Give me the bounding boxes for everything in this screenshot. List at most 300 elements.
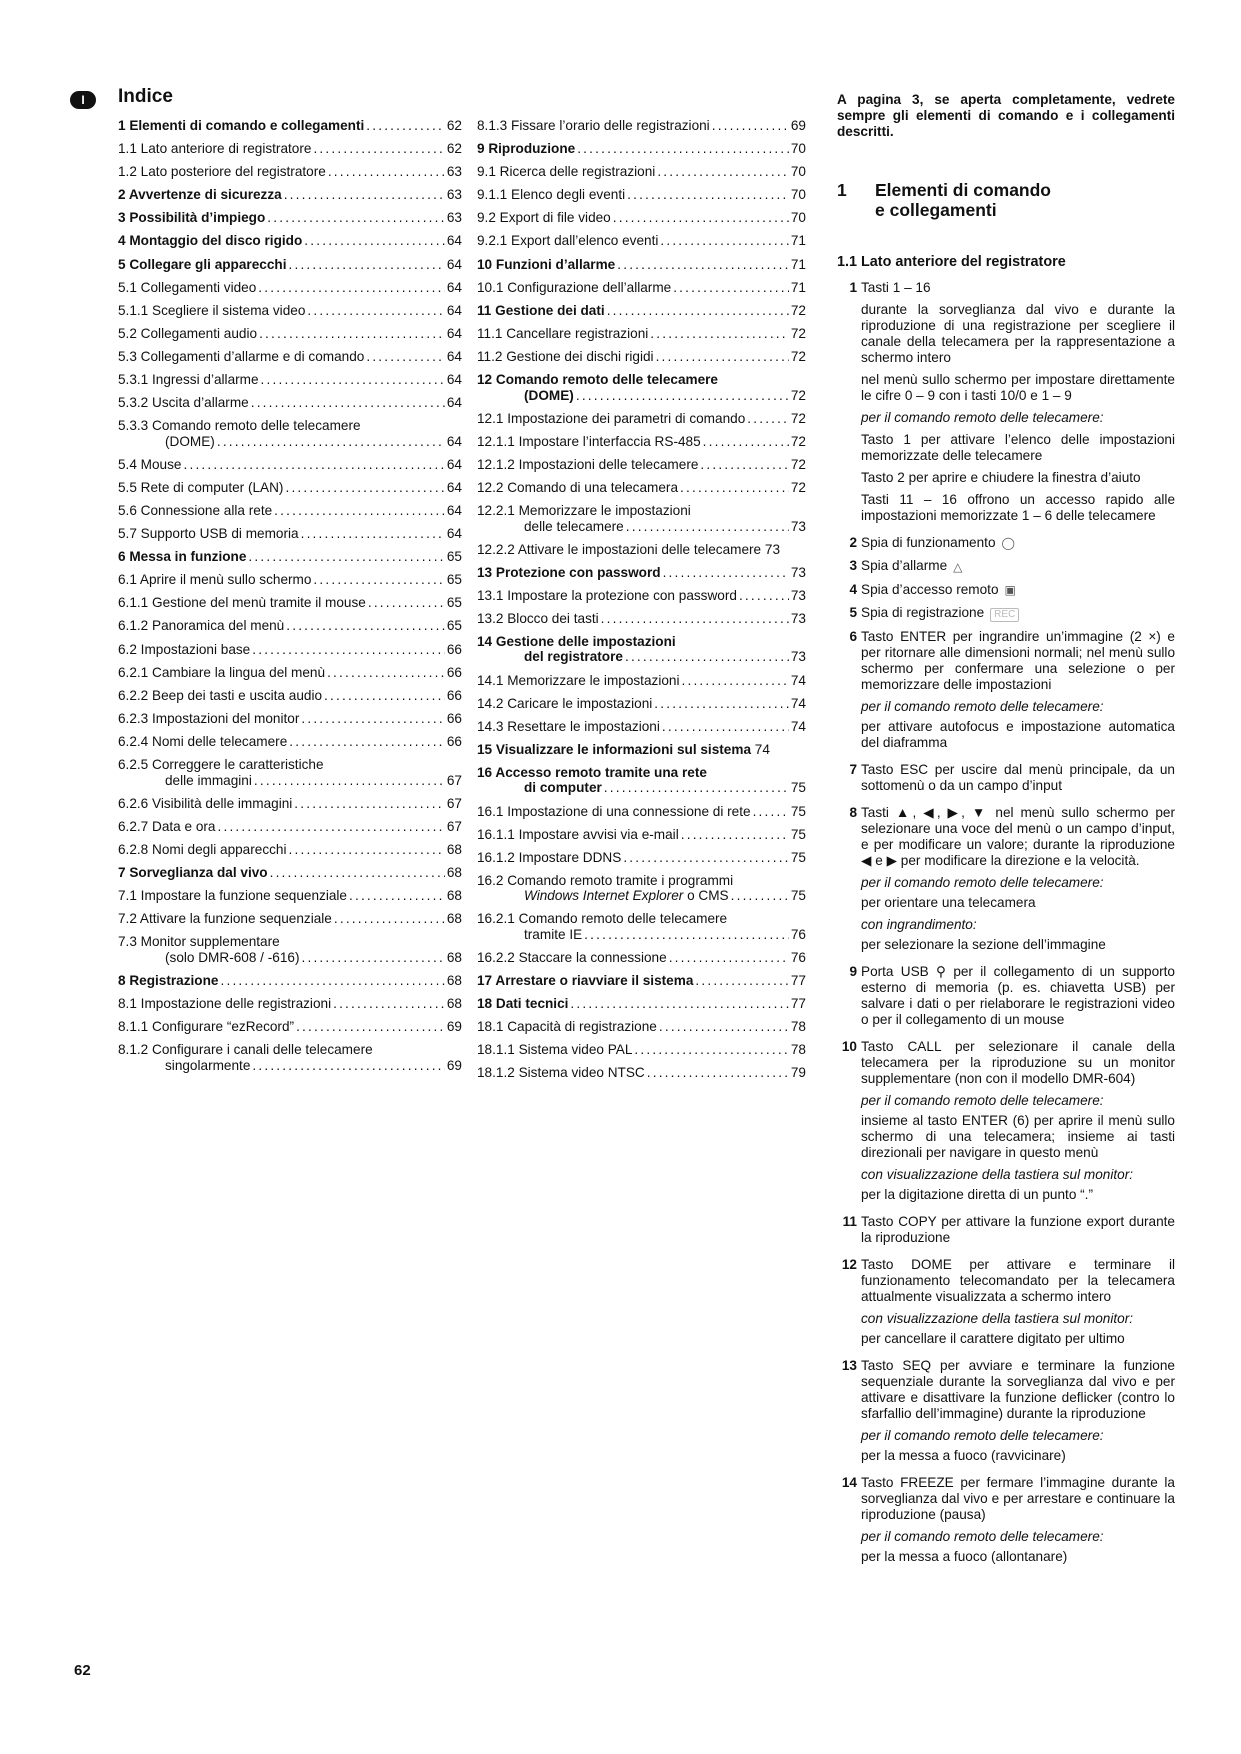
toc-entry-title: 6.2.2 Beep dei tasti e uscita audio (118, 687, 323, 703)
toc-entry-title: 6.2.4 Nomi delle telecamere (118, 733, 288, 749)
toc-entry[interactable] (118, 372, 462, 388)
toc-entry[interactable] (477, 696, 806, 712)
toc-page-number: 68 (446, 911, 462, 927)
toc-entry-title: 7.2 Attivare la funzione sequenziale (118, 911, 332, 927)
item-10: 10 Tasto CALL per selezionare il canale della telecamera per la riproduzione su un monitor supplementare (non con il modello DMR-604) per il comando remoto delle telecamere: insieme al tasto ENTER (6) per aprire il menù sullo schermo di una telecamera; insieme ai tasti direzionali per navigare in questo menù con visualizzazione della tastiera sul monitor: per la digitazione diretta di un punto “.” (841, 1039, 1175, 1203)
toc-page-number: 73 (790, 518, 806, 534)
section-title: Elementi di comando e collegamenti (875, 180, 1051, 220)
toc-dot-leader (284, 187, 445, 203)
toc-entry[interactable] (118, 257, 462, 273)
toc-entry-title: 16.2.2 Staccare la connessione (477, 950, 667, 965)
toc-entry[interactable] (477, 742, 806, 758)
toc-entry-title: 11 Gestione dei dati (477, 302, 605, 318)
toc-entry-title: 8.1.1 Configurare “ezRecord” (118, 1018, 295, 1034)
toc-page-number: 69 (790, 118, 806, 133)
toc-entry-title: 8.1 Impostazione delle registrazioni (118, 995, 332, 1011)
toc-page-number: 67 (446, 772, 462, 788)
toc-dot-leader (660, 233, 789, 249)
toc-dot-leader (647, 1065, 789, 1081)
toc-entry[interactable] (477, 480, 806, 496)
toc-page-number: 69 (446, 1018, 462, 1034)
toc-entry[interactable] (118, 210, 462, 226)
toc-entry[interactable] (118, 503, 462, 519)
toc-entry[interactable] (477, 326, 806, 342)
toc-entry[interactable] (477, 257, 806, 273)
toc-dot-leader (301, 711, 445, 727)
toc-entry-title: 5.6 Connessione alla rete (118, 503, 273, 518)
section-heading (837, 180, 1175, 220)
toc-entry[interactable] (477, 141, 806, 157)
toc-page-number: 71 (790, 279, 806, 295)
toc-dot-leader (333, 996, 445, 1012)
toc-entry-title-end: singolarmente (165, 1057, 251, 1073)
toc-dot-leader (650, 326, 789, 342)
toc-dot-leader (258, 280, 445, 296)
toc-page-number: 70 (790, 210, 806, 226)
toc-dot-leader (673, 280, 789, 296)
toc-entry[interactable] (477, 187, 806, 203)
toc-page-number: 66 (446, 664, 462, 680)
toc-dot-leader (267, 210, 445, 226)
toc-entry-title-cont (165, 773, 252, 789)
toc-entry-title-end: (DOME) (524, 387, 574, 403)
toc-entry-title: 2 Avvertenze di sicurezza (118, 187, 282, 203)
toc-page-number: 65 (446, 618, 462, 634)
toc-dot-leader (657, 164, 789, 180)
toc-page-number: 65 (446, 572, 462, 588)
item-5: 5 Spia di registrazione REC (837, 605, 1175, 622)
toc-dot-leader (577, 141, 789, 157)
item-11: 11 Tasto COPY per attivare la funzione export durante la riproduzione (842, 1214, 1175, 1246)
toc-entry-title: 16.1.1 Impostare avvisi via e-mail (477, 826, 679, 842)
toc-dot-leader (254, 773, 445, 789)
toc-entry[interactable] (118, 280, 462, 296)
subsection-heading: 1.1 Lato anteriore del registratore (837, 254, 1066, 270)
toc-entry-title: 16.2 Comando remoto tramite i programmi (477, 872, 734, 888)
toc-dot-leader (313, 141, 444, 157)
toc-entry-title: 1.1 Lato anteriore di registratore (118, 141, 312, 157)
toc-entry-title: 9.1 Ricerca delle registrazioni (477, 164, 656, 180)
toc-entry[interactable] (477, 673, 806, 689)
toc-entry[interactable] (118, 973, 462, 989)
toc-page-number: 73 (790, 649, 806, 665)
toc-entry-title: 6.1.2 Panoramica del menù (118, 618, 285, 634)
toc-dot-leader (251, 395, 445, 411)
toc-entry-title: 12.2.1 Memorizzare le impostazioni (477, 503, 691, 518)
toc-entry[interactable] (477, 434, 806, 450)
toc-entry[interactable] (477, 996, 806, 1012)
toc-page-number: 62 (446, 118, 462, 133)
toc-dot-leader (663, 565, 789, 581)
toc-entry-title: 12.2 Comando di una telecamera (477, 479, 679, 495)
toc-dot-leader (261, 372, 445, 388)
toc-entry[interactable] (477, 411, 806, 427)
toc-dot-leader (623, 850, 789, 866)
toc-dot-leader (289, 734, 445, 750)
toc-page-number: 64 (446, 302, 462, 318)
toc-entry-title: 17 Arrestare o riavviare il sistema (477, 973, 694, 989)
toc-entry[interactable] (118, 187, 462, 203)
toc-dot-leader (700, 457, 788, 473)
toc-entry[interactable] (477, 850, 806, 866)
toc-entry[interactable] (118, 996, 462, 1012)
toc-entry[interactable] (118, 526, 462, 542)
toc-entry[interactable] (477, 588, 806, 604)
toc-page-number: 76 (790, 950, 806, 965)
toc-entry-title-end: (DOME) (165, 433, 215, 449)
toc-entry-title: 6.2.8 Nomi degli apparecchi (118, 841, 287, 857)
toc-entry-title: 10.1 Configurazione dell’allarme (477, 279, 672, 295)
toc-entry[interactable] (477, 118, 806, 134)
toc-page-number: 77 (790, 973, 806, 989)
toc-dot-leader (324, 688, 445, 704)
toc-entry-title: 18.1.2 Sistema video NTSC (477, 1065, 645, 1081)
toc-dot-leader (220, 973, 444, 989)
toc-dot-leader (634, 1042, 788, 1058)
toc-entry-italic: Windows Internet Explorer (524, 888, 684, 904)
item-12: 12 Tasto DOME per attivare e terminare il funzionamento telecomandato per la telecamera attualmente visualizzata a schermo intero con visualizzazione della tastiera sul monitor: per cancellare il carattere digitato per ultimo (841, 1257, 1175, 1347)
toc-dot-leader (304, 233, 445, 249)
toc-entry-title-cont (524, 780, 602, 796)
toc-entry-title: 6.2 Impostazioni base (118, 641, 251, 657)
toc-page-number: 66 (446, 687, 462, 703)
toc-dot-leader (366, 118, 445, 134)
toc-page-number: 73 (790, 564, 806, 580)
toc-dot-leader (584, 927, 789, 943)
toc-entry[interactable] (477, 233, 806, 249)
toc-entry[interactable] (118, 911, 462, 927)
toc-entry[interactable] (118, 642, 462, 658)
toc-entry[interactable] (477, 973, 806, 989)
toc-entry-title: 6.2.7 Data e ora (118, 818, 216, 834)
toc-page-number: 78 (790, 1019, 806, 1035)
toc-dot-leader (368, 595, 445, 611)
toc-entry[interactable] (118, 865, 462, 881)
toc-dot-leader (328, 164, 445, 180)
toc-dot-leader (712, 118, 789, 134)
toc-dot-leader (349, 888, 445, 904)
toc-entry-title: 1.2 Lato posteriore del registratore (118, 164, 326, 180)
toc-entry[interactable] (477, 611, 806, 627)
toc-entry-title-cont (165, 950, 299, 966)
toc-entry-title: 16.1.2 Impostare DDNS (477, 849, 622, 865)
toc-page-number: 64 (446, 256, 462, 272)
toc-page-number: 73 (790, 587, 806, 603)
toc-entry-title: 14 Gestione delle impostazioni (477, 633, 676, 649)
toc-entry[interactable] (118, 549, 462, 565)
network-icon: ▣ (1004, 583, 1016, 598)
toc-page-number: 68 (446, 972, 462, 988)
toc-dot-leader (301, 526, 445, 542)
toc-entry-title: 6.1 Aprire il menù sullo schermo (118, 572, 312, 588)
toc-page-number: 74 (790, 672, 806, 688)
toc-dot-leader (366, 349, 445, 365)
toc-entry-title: 6.2.5 Correggere le caratteristiche (118, 757, 324, 773)
toc-entry-title: 15 Visualizzare le informazioni sul sistema (477, 741, 751, 757)
intro-note: A pagina 3, se aperta completamente, vedrete sempre gli elementi di comando e i collegamenti descritti. (837, 92, 1175, 139)
toc-page-number: 73 (764, 541, 781, 557)
toc-entry-title: 7.1 Impostare la funzione sequenziale (118, 888, 347, 903)
toc-dot-leader (301, 950, 444, 966)
toc-entry[interactable] (477, 372, 806, 403)
toc-entry-title: 5.7 Supporto USB di memoria (118, 526, 299, 542)
toc-page-number: 73 (790, 610, 806, 626)
toc-dot-leader (617, 257, 789, 273)
toc-entry-title: 5.3.3 Comando remoto delle telecamere (118, 418, 361, 434)
rec-badge: REC (990, 608, 1019, 622)
page-number: 62 (74, 1662, 91, 1679)
toc-entry[interactable] (118, 349, 462, 365)
toc-dot-leader (288, 257, 444, 273)
toc-entry-title-end: delle immagini (165, 772, 252, 788)
toc-page-number: 68 (446, 949, 462, 965)
toc-entry[interactable] (118, 141, 462, 157)
toc-entry[interactable] (477, 804, 806, 820)
toc-entry[interactable] (477, 827, 806, 843)
toc-page-number: 75 (790, 803, 806, 819)
toc-dot-leader (274, 503, 445, 519)
toc-entry[interactable] (118, 480, 462, 496)
toc-entry-title-cont (524, 888, 729, 904)
toc-page-number: 67 (446, 818, 462, 834)
toc-entry-title: 5.3.2 Uscita d’allarme (118, 395, 249, 411)
toc-dot-leader (259, 326, 445, 342)
toc-page-number: 72 (790, 410, 806, 426)
toc-entry[interactable] (118, 618, 462, 634)
toc-page-number: 64 (446, 372, 462, 388)
toc-dot-leader (731, 888, 789, 904)
toc-page-number: 64 (446, 395, 462, 411)
toc-page-number: 63 (446, 187, 462, 203)
toc-entry-title: 13 Protezione con password (477, 564, 661, 580)
toc-entry[interactable] (477, 1065, 806, 1081)
toc-page-number: 77 (790, 996, 806, 1012)
item-4: 4 Spia d’accesso remoto ▣ (849, 581, 1016, 598)
toc-dot-leader (327, 665, 445, 681)
toc-entry-title: 5.3.1 Ingressi d’allarme (118, 372, 259, 388)
toc-entry-title-cont (524, 519, 624, 535)
toc-entry-title: 16.1 Impostazione di una connessione di rete (477, 803, 751, 819)
toc-page-number: 69 (446, 1057, 462, 1073)
toc-entry-title: 18.1 Capacità di registrazione (477, 1019, 657, 1035)
toc-dot-leader (681, 827, 789, 843)
toc-page-number: 75 (790, 888, 806, 904)
toc-page-number: 71 (790, 233, 806, 249)
toc-page-number: 68 (446, 995, 462, 1011)
toc-entry[interactable] (118, 118, 462, 134)
toc-entry[interactable] (118, 395, 462, 411)
item-13: 13 Tasto SEQ per avviare e terminare la funzione sequenziale durante la sorveglianza dal vivo e per attivare e disattivare la funzione deflicker (contro lo sfarfallio dell’immagine) durante la riproduzione per il comando remoto delle telecamere: per la messa a fuoco (ravvicinare) (841, 1358, 1175, 1464)
page-title: Indice (118, 86, 173, 107)
toc-entry-title: 5.1.1 Scegliere il sistema video (118, 302, 306, 318)
toc-entry[interactable] (477, 634, 806, 665)
toc-entry[interactable] (118, 888, 462, 904)
toc-entry[interactable] (477, 210, 806, 226)
toc-entry[interactable] (118, 934, 462, 965)
toc-dot-leader (296, 1019, 445, 1035)
toc-entry[interactable] (477, 950, 806, 966)
toc-entry-title-end: del registratore (524, 649, 623, 665)
bell-icon: △ (953, 559, 963, 574)
toc-dot-leader (601, 611, 789, 627)
toc-page-number: 65 (446, 595, 462, 611)
toc-entry[interactable] (477, 164, 806, 180)
toc-entry[interactable] (118, 164, 462, 180)
toc-entry[interactable] (118, 734, 462, 750)
toc-entry-title-end: tramite IE (524, 926, 583, 942)
toc-page-number: 64 (446, 325, 462, 341)
item-3: 3 Spia d’allarme △ (849, 558, 963, 574)
toc-entry[interactable] (118, 572, 462, 588)
toc-entry-title: 5.2 Collegamenti audio (118, 325, 258, 341)
toc-dot-leader (669, 950, 789, 966)
toc-page-number: 72 (790, 456, 806, 472)
toc-entry-title: 13.1 Impostare la protezione con password (477, 587, 737, 603)
toc-entry[interactable] (118, 595, 462, 611)
toc-entry-title: 5.5 Rete di computer (LAN) (118, 479, 284, 495)
toc-page-number: 63 (446, 164, 462, 180)
toc-dot-leader (252, 1058, 444, 1074)
toc-page-number: 64 (446, 279, 462, 295)
toc-entry-title-cont (165, 434, 215, 450)
toc-dot-leader (656, 349, 789, 365)
toc-page-number: 66 (446, 641, 462, 657)
toc-page-number: 62 (446, 141, 462, 157)
toc-entry-title: 6.2.6 Visibilità delle immagini (118, 795, 293, 811)
toc-entry[interactable] (477, 457, 806, 473)
toc-entry-title: 18 Dati tecnici (477, 996, 569, 1012)
toc-page-number: 64 (446, 433, 462, 449)
toc-page-number: 74 (754, 741, 770, 757)
language-badge: I (70, 91, 96, 109)
toc-page-number: 75 (790, 780, 806, 796)
toc-dot-leader (739, 588, 789, 604)
toc-entry-title: 9.2.1 Export dall’elenco eventi (477, 233, 659, 249)
toc-entry-title: 5 Collegare gli apparecchi (118, 256, 287, 272)
toc-page-number: 72 (790, 348, 806, 364)
description-column (837, 92, 1175, 1576)
toc-entry[interactable] (477, 303, 806, 319)
toc-entry-title-cont (524, 649, 623, 665)
toc-entry-title: 8.1.2 Configurare i canali delle telecamere (118, 1042, 373, 1058)
toc-dot-leader (627, 187, 789, 203)
toc-dot-leader (695, 973, 788, 989)
toc-entry-title: 3 Possibilità d’impiego (118, 210, 266, 226)
toc-page-number: 66 (446, 710, 462, 726)
toc-dot-leader (625, 649, 789, 665)
toc-entry[interactable] (477, 542, 806, 558)
toc-entry-title: 12 Comando remoto delle telecamere (477, 372, 718, 388)
toc-entry-title: 16 Accesso remoto tramite una rete (477, 764, 707, 780)
toc-entry[interactable] (118, 711, 462, 727)
toc-dot-leader (604, 780, 789, 796)
toc-entry[interactable] (118, 757, 462, 788)
toc-entry[interactable] (477, 1042, 806, 1058)
toc-entry-title: 1 Elementi di comando e collegamenti (118, 118, 365, 133)
bulb-icon: ◯ (1001, 536, 1015, 551)
toc-entry[interactable] (477, 873, 806, 904)
toc-entry[interactable] (477, 349, 806, 365)
toc-dot-leader (570, 996, 788, 1012)
toc-page-number: 74 (790, 718, 806, 734)
toc-entry[interactable] (118, 457, 462, 473)
toc-page-number: 70 (790, 164, 806, 180)
toc-entry[interactable] (118, 418, 462, 449)
toc-page-number: 70 (790, 141, 806, 157)
toc-page-number: 72 (790, 433, 806, 449)
toc-entry-title: 6 Messa in funzione (118, 549, 247, 565)
toc-page-number: 68 (446, 888, 462, 903)
toc-entry[interactable] (118, 688, 462, 704)
toc-entry-title: 18.1.1 Sistema video PAL (477, 1042, 633, 1058)
toc-page-number: 75 (790, 826, 806, 842)
toc-entry-title: 5.1 Collegamenti video (118, 279, 257, 295)
toc-entry-title: 14.3 Resettare le impostazioni (477, 718, 660, 734)
toc-entry-title: 16.2.1 Comando remoto delle telecamere (477, 911, 728, 927)
item-6: 6 Tasto ENTER per ingrandire un’immagine (2 ×) e per ritornare alle dimensioni normali; nel menù sullo schermo per confermare una selezione o per memorizzare delle impostazioni per il comando remoto delle telecamere: per attivare autofocus e impostazione automatica del diaframma (849, 629, 1175, 751)
toc-page-number: 78 (790, 1042, 806, 1058)
toc-page-number: 72 (790, 479, 806, 495)
toc-entry-title: 5.4 Mouse (118, 456, 182, 472)
toc-entry-title-cont (165, 1058, 250, 1074)
toc-entry[interactable] (118, 819, 462, 835)
toc-entry-title: 6.2.1 Cambiare la lingua del menù (118, 664, 326, 680)
toc-entry[interactable] (118, 1042, 462, 1073)
toc-page-number: 64 (446, 348, 462, 364)
item-9: 9 Porta USB ⚲ per il collegamento di un supporto esterno di memoria (p. es. chiavetta USB) per salvare i dati o per rielaborare le registrazioni video o per il collegamento di un mouse (849, 964, 1175, 1028)
item-2: 2 Spia di funzionamento ◯ (849, 535, 1015, 551)
toc-entry-title: 12.1.1 Impostare l’interfaccia RS-485 (477, 433, 701, 449)
toc-entry-title: 11.1 Cancellare registrazioni (477, 325, 649, 341)
toc-page-number: 70 (790, 187, 806, 203)
toc-entry[interactable] (477, 1019, 806, 1035)
toc-entry[interactable] (477, 911, 806, 942)
section-number: 1 (837, 180, 847, 200)
toc-entry[interactable] (477, 280, 806, 296)
toc-entry[interactable] (118, 796, 462, 812)
toc-entry[interactable] (477, 565, 806, 581)
toc-entry[interactable] (477, 503, 806, 534)
toc-dot-leader (285, 480, 444, 496)
toc-entry-title: 5.3 Collegamenti d’allarme e di comando (118, 348, 365, 364)
toc-page-number: 68 (446, 841, 462, 857)
toc-entry[interactable] (477, 719, 806, 735)
toc-entry-title: 4 Montaggio del disco rigido (118, 233, 303, 249)
toc-page-number: 64 (446, 503, 462, 518)
toc-page-number: 79 (790, 1065, 806, 1081)
toc-dot-leader (248, 549, 444, 565)
toc-entry[interactable] (118, 233, 462, 249)
toc-entry[interactable] (118, 842, 462, 858)
toc-page-number: 64 (446, 526, 462, 542)
toc-dot-leader (681, 673, 788, 689)
toc-page-number: 64 (446, 233, 462, 249)
toc-entry-title-end: delle telecamere (524, 518, 624, 534)
toc-entry[interactable] (118, 1019, 462, 1035)
toc-entry-title: 7.3 Monitor supplementare (118, 934, 280, 950)
toc-dot-leader (613, 210, 789, 226)
toc-entry[interactable] (118, 326, 462, 342)
toc-page-number: 74 (790, 695, 806, 711)
toc-entry-title-end: o CMS (683, 888, 729, 904)
toc-entry[interactable] (118, 303, 462, 319)
toc-dot-leader (626, 519, 789, 535)
toc-entry[interactable] (118, 665, 462, 681)
item-7: 7 Tasto ESC per uscire dal menù principale, da un sottomenù o da un campo d’input (849, 762, 1175, 794)
toc-dot-leader (217, 434, 445, 450)
toc-dot-leader (294, 796, 445, 812)
toc-entry[interactable] (477, 765, 806, 796)
